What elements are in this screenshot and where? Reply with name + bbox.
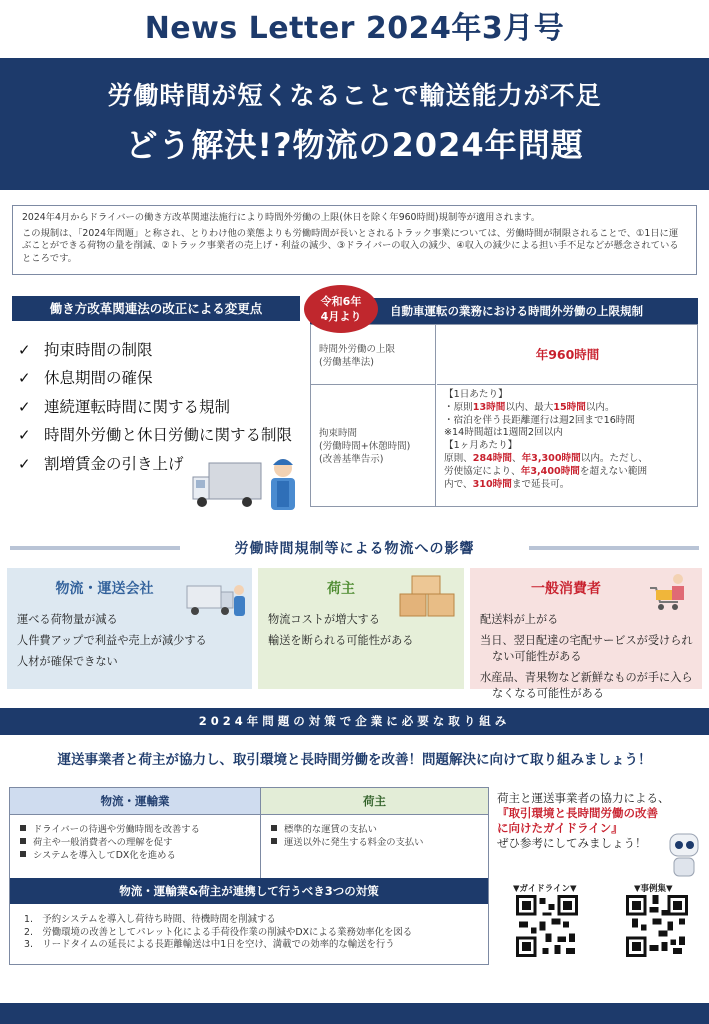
reform-item-label: 時間外労働と休日労働に関する制限 <box>44 426 293 444</box>
intro-paragraph: この規制は、「2024年問題」と称され、とりわけ他の業態よりも労働時間が長いとされるトラック事業については、労働時間が制限されることで、①1日に運ぶことができる荷物の量を削減、②トラック事業者の売上げ・利益の減少、③ドライバーの収入の減少、④収入の減少による担い手不足などが懸念されているところです。 <box>22 227 679 264</box>
joint-measure-item: 1. 予約システムを導入し荷待ち時間、待機時間を削減する <box>24 914 276 925</box>
robot-icon <box>664 830 704 880</box>
row-label <box>311 325 436 385</box>
row-label-text: (労働時間+休憩時間) <box>319 441 411 452</box>
qr-label: ▼事例集▼ <box>634 884 673 894</box>
impact-item: 人材が確保できない <box>17 655 118 668</box>
joint-measures <box>10 904 488 964</box>
detail-line: 内で、310時間まで延長可。 <box>444 478 570 490</box>
impact-section-heading <box>0 532 709 562</box>
hero-banner <box>0 58 709 190</box>
truck-icon <box>187 455 305 515</box>
reform-item-label: 休息期間の確保 <box>44 369 153 387</box>
effective-date-badge <box>304 285 378 333</box>
impact-box-title: 物流・運送会社 <box>55 581 154 597</box>
detail-line: ・原則13時間以内、最大15時間以内。 <box>444 401 615 413</box>
intro-paragraph: 2024年4月からドライバーの働き方改革関連法施行により時間外労働の上限(休日を除く年960時間)規制等が適用されます。 <box>22 212 541 223</box>
impact-item: 人件費アップで利益や売上が減少する <box>17 634 207 647</box>
impact-item: 水産品、青果物など新鮮なものが手に入らなくなる可能性がある <box>480 671 693 700</box>
shipper-measures <box>261 815 488 878</box>
qr-label: ▼ガイドライン▼ <box>513 884 577 894</box>
impact-item: 輸送を断られる可能性がある <box>268 634 414 647</box>
newsletter-title: News Letter 2024年3月号 <box>144 11 565 46</box>
row-label-text: 時間外労働の上限 <box>319 344 396 355</box>
impact-box-logistics <box>7 568 252 689</box>
reform-item-label: 拘束時間の制限 <box>44 341 153 359</box>
guide-text: ぜひ参考にしてみましょう！ <box>497 836 647 850</box>
regulation-heading: 自動車運転の業務における時間外労働の上限規制 <box>310 298 698 324</box>
row-label-text: (労働基準法) <box>319 357 374 368</box>
detail-line: ・宿泊を伴う長距離運行は週2回まで16時間 <box>444 414 635 426</box>
measure-item: 運送以外に発生する料金の支払い <box>271 837 478 850</box>
impact-box-shipper <box>258 568 464 689</box>
measures-lead: 運送事業者と荷主が協力し、取引環境と長時間労働を改善！問題解決に向けて取り組みましょう！ <box>57 752 652 768</box>
measures-table <box>9 787 489 965</box>
logistics-measures <box>10 815 261 878</box>
impact-item: 運べる荷物量が減る <box>17 613 118 626</box>
joint-measures-title: 物流・運輸業&荷主が連携して行うべき3つの対策 <box>10 878 488 904</box>
impact-item: 当日、翌日配達の宅配サービスが受けられない可能性がある <box>480 634 693 663</box>
footer-bar <box>0 1003 709 1024</box>
detail-line: 労使協定により、年3,400時間を超えない範囲 <box>444 465 648 477</box>
row-label-text: 拘束時間 <box>319 428 358 439</box>
hero-subtitle: 労働時間が短くなることで輸送能力が不足 <box>107 81 602 110</box>
guide-text: 荷主と運送事業者の協力による、 <box>497 791 670 805</box>
measure-item: 標準的な運賃の支払い <box>271 824 478 837</box>
impact-box-consumer <box>470 568 702 700</box>
impact-heading: 労働時間規制等による物流への影響 <box>234 541 475 557</box>
row-label <box>311 385 436 507</box>
joint-measure-item: 3. リードタイムの延長による長距離輸送は中1日を空け、満載での効率的な輸送を行う <box>24 939 395 951</box>
check-icon: ✓ <box>18 369 31 387</box>
impact-item: 配送料が上がる <box>480 613 559 626</box>
detail-line: 【1日あたり】 <box>444 389 508 400</box>
measure-item: システムを導入してDX化を進める <box>20 850 250 863</box>
shopping-cart-icon <box>648 572 694 616</box>
impact-box-title: 荷主 <box>327 581 355 597</box>
reform-item-label: 割増賃金の引き上げ <box>44 455 184 473</box>
detail-line: 【1ヶ月あたり】 <box>444 440 518 452</box>
detail-line: 原則、284時間、年3,300時間以内。ただし、 <box>444 452 648 464</box>
reform-item <box>18 423 292 445</box>
check-icon: ✓ <box>18 398 31 416</box>
check-icon: ✓ <box>18 426 31 444</box>
measures-heading: 2024年問題の対策で企業に必要な取り組み <box>0 708 709 735</box>
reform-item <box>18 366 153 388</box>
regulation-table <box>310 324 698 507</box>
logistics-column-title: 物流・運輸業 <box>10 788 261 815</box>
qr-code-icon[interactable] <box>626 895 688 957</box>
badge-line: 4月より <box>320 310 362 323</box>
intro-box <box>12 205 697 275</box>
qr-code-icon[interactable] <box>516 895 578 957</box>
check-icon: ✓ <box>18 341 31 359</box>
detail-line: ※14時間超は1週間2回以内 <box>444 427 563 439</box>
badge-line: 令和6年 <box>320 295 362 308</box>
impact-box-title: 一般消費者 <box>531 581 601 597</box>
reform-item-label: 連続運転時間に関する規制 <box>44 398 231 416</box>
joint-measure-item: 2. 労働環境の改善としてパレット化による手荷役作業の削減やDXによる業務効率化を図る <box>24 926 413 938</box>
reform-heading: 働き方改革関連法の改正による変更点 <box>12 296 300 321</box>
hero-title: どう解決!?物流の2024年問題 <box>125 126 584 164</box>
reform-item <box>18 452 184 474</box>
binding-time-details <box>437 385 698 507</box>
overtime-limit-value: 年960時間 <box>437 325 698 385</box>
row-label-text: (改善基準告示) <box>319 454 384 465</box>
reform-item <box>18 338 153 360</box>
check-icon: ✓ <box>18 455 31 473</box>
reform-item <box>18 395 230 417</box>
impact-item: 物流コストが増大する <box>268 613 380 626</box>
guide-link-text[interactable]: 『取引環境と長時間労働の改善 <box>497 806 658 820</box>
shipper-column-title: 荷主 <box>261 788 488 815</box>
measure-item: 荷主や一般消費者への理解を促す <box>20 837 250 850</box>
guide-link-text[interactable]: に向けたガイドライン』 <box>497 821 623 835</box>
measure-item: ドライバーの待遇や労働時間を改善する <box>20 824 250 837</box>
